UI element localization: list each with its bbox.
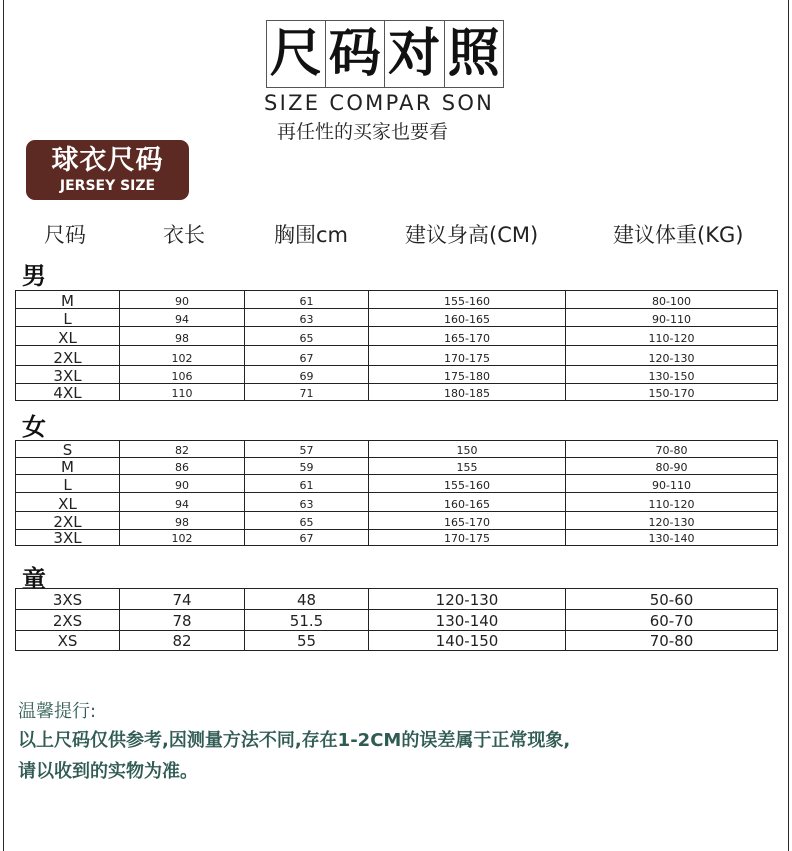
- section-label-kids: 童: [22, 565, 46, 593]
- table-row: [16, 512, 778, 530]
- length-cell: 82: [120, 441, 245, 458]
- chest-cell: 65: [245, 327, 369, 346]
- column-header-size: 尺码: [44, 223, 86, 247]
- size-cell: M: [16, 458, 120, 475]
- section-label-men: 男: [22, 262, 46, 290]
- column-header-chest: 胸围cm: [274, 223, 349, 247]
- size-table-women: [15, 440, 778, 546]
- height-cell: 170-175: [369, 346, 566, 366]
- page-title: [266, 20, 504, 88]
- column-header-height: 建议身高(CM): [405, 223, 539, 247]
- chest-cell: 57: [245, 441, 369, 458]
- size-cell: 2XL: [16, 346, 120, 366]
- chest-cell: 55: [245, 631, 369, 651]
- jersey-size-badge: [26, 140, 189, 200]
- height-cell: 165-170: [369, 512, 566, 530]
- chest-cell: 61: [245, 291, 369, 309]
- chest-cell: 59: [245, 458, 369, 475]
- height-cell: 160-165: [369, 493, 566, 512]
- weight-cell: 90-110: [566, 309, 778, 327]
- chest-cell: 67: [245, 346, 369, 366]
- size-cell: XS: [16, 631, 120, 651]
- chest-cell: 48: [245, 589, 369, 610]
- chest-cell: 63: [245, 309, 369, 327]
- length-cell: 78: [120, 610, 245, 631]
- height-cell: 155: [369, 458, 566, 475]
- table-row: [16, 346, 778, 366]
- badge-title-cn: 球衣尺码: [51, 145, 164, 176]
- subtitle-english: SIZE COMPAR SON: [264, 91, 495, 115]
- height-cell: 150: [369, 441, 566, 458]
- column-header-weight: 建议体重(KG): [613, 223, 744, 247]
- chest-cell: 51.5: [245, 610, 369, 631]
- table-row: [16, 475, 778, 493]
- weight-cell: 70-80: [566, 631, 778, 651]
- height-cell: 130-140: [369, 610, 566, 631]
- column-header-length: 衣长: [163, 223, 205, 247]
- table-row: [16, 366, 778, 384]
- size-cell: M: [16, 291, 120, 309]
- notes-heading: 温馨提行:: [18, 701, 97, 722]
- chest-cell: 69: [245, 366, 369, 384]
- table-row: [16, 589, 778, 610]
- table-row: [16, 291, 778, 309]
- size-cell: 3XL: [16, 530, 120, 546]
- height-cell: 170-175: [369, 530, 566, 546]
- weight-cell: 70-80: [566, 441, 778, 458]
- weight-cell: 60-70: [566, 610, 778, 631]
- title-char: 码: [326, 20, 386, 88]
- weight-cell: 50-60: [566, 589, 778, 610]
- size-cell: XL: [16, 493, 120, 512]
- chest-cell: 71: [245, 384, 369, 401]
- weight-cell: 130-140: [566, 530, 778, 546]
- length-cell: 74: [120, 589, 245, 610]
- length-cell: 102: [120, 346, 245, 366]
- subtitle-chinese: 再任性的买家也要看: [277, 121, 449, 143]
- length-cell: 90: [120, 475, 245, 493]
- size-cell: L: [16, 309, 120, 327]
- table-row: [16, 493, 778, 512]
- weight-cell: 110-120: [566, 327, 778, 346]
- length-cell: 98: [120, 327, 245, 346]
- size-cell: XL: [16, 327, 120, 346]
- notes-line-1: 以上尺码仅供参考,因测量方法不同,存在1-2CM的误差属于正常现象,: [18, 730, 571, 751]
- title-char: 照: [445, 20, 505, 88]
- size-cell: 2XS: [16, 610, 120, 631]
- weight-cell: 150-170: [566, 384, 778, 401]
- size-cell: S: [16, 441, 120, 458]
- length-cell: 82: [120, 631, 245, 651]
- height-cell: 165-170: [369, 327, 566, 346]
- chest-cell: 61: [245, 475, 369, 493]
- weight-cell: 80-90: [566, 458, 778, 475]
- weight-cell: 130-150: [566, 366, 778, 384]
- height-cell: 160-165: [369, 309, 566, 327]
- length-cell: 110: [120, 384, 245, 401]
- height-cell: 175-180: [369, 366, 566, 384]
- height-cell: 120-130: [369, 589, 566, 610]
- height-cell: 155-160: [369, 291, 566, 309]
- length-cell: 102: [120, 530, 245, 546]
- title-char: 尺: [266, 20, 326, 88]
- chest-cell: 67: [245, 530, 369, 546]
- height-cell: 140-150: [369, 631, 566, 651]
- size-cell: L: [16, 475, 120, 493]
- size-cell: 4XL: [16, 384, 120, 401]
- table-row: [16, 441, 778, 458]
- length-cell: 94: [120, 493, 245, 512]
- weight-cell: 120-130: [566, 346, 778, 366]
- table-row: [16, 458, 778, 475]
- size-cell: 2XL: [16, 512, 120, 530]
- notes-line-2: 请以收到的实物为准。: [18, 761, 198, 782]
- length-cell: 106: [120, 366, 245, 384]
- badge-title-en: JERSEY SIZE: [59, 178, 156, 194]
- height-cell: 180-185: [369, 384, 566, 401]
- section-label-women: 女: [22, 413, 46, 441]
- size-table-kids: [15, 588, 778, 651]
- size-cell: 3XL: [16, 366, 120, 384]
- length-cell: 86: [120, 458, 245, 475]
- length-cell: 90: [120, 291, 245, 309]
- chest-cell: 63: [245, 493, 369, 512]
- table-row: [16, 530, 778, 546]
- table-row: [16, 309, 778, 327]
- table-row: [16, 327, 778, 346]
- weight-cell: 120-130: [566, 512, 778, 530]
- weight-cell: 80-100: [566, 291, 778, 309]
- weight-cell: 90-110: [566, 475, 778, 493]
- title-char: 对: [385, 20, 445, 88]
- weight-cell: 110-120: [566, 493, 778, 512]
- size-cell: 3XS: [16, 589, 120, 610]
- chest-cell: 65: [245, 512, 369, 530]
- height-cell: 155-160: [369, 475, 566, 493]
- table-row: [16, 610, 778, 631]
- table-row: [16, 631, 778, 651]
- length-cell: 98: [120, 512, 245, 530]
- table-row: [16, 384, 778, 401]
- size-table-men: [15, 290, 778, 401]
- length-cell: 94: [120, 309, 245, 327]
